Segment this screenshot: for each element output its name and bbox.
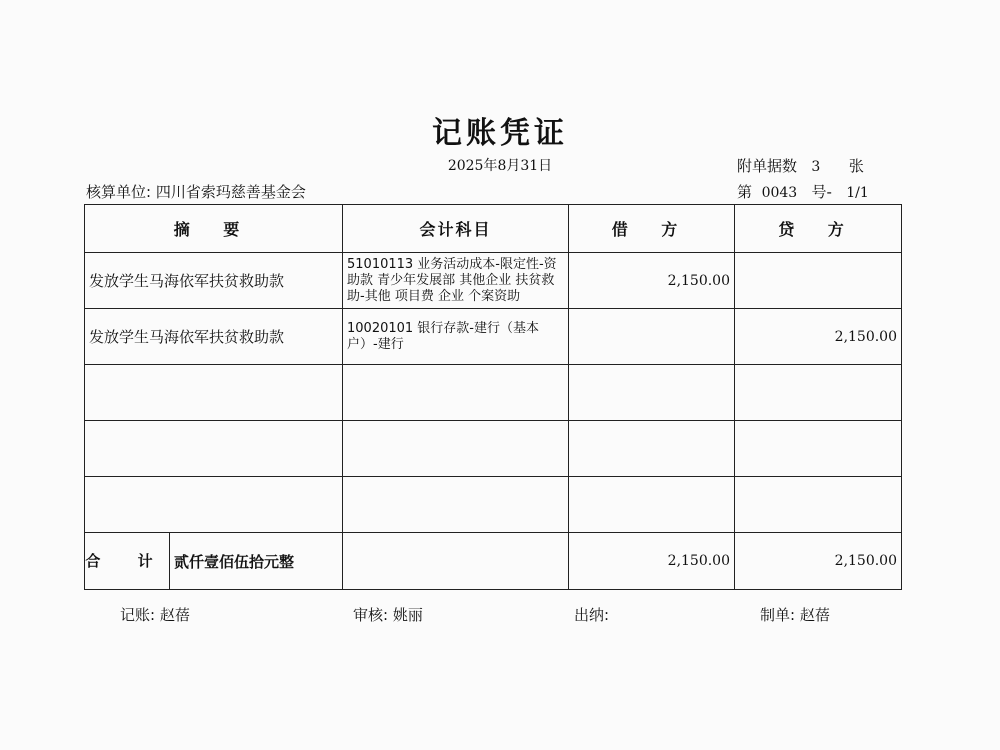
table-row: [85, 365, 902, 421]
row-subject: 10020101 银行存款-建行（基本户）-建行: [343, 309, 569, 365]
total-cell: [85, 533, 343, 590]
attachments-info: [737, 155, 864, 176]
page-indicator: 1/1: [846, 185, 869, 201]
number-suffix: 号-: [811, 183, 832, 201]
attachments-label: 附单据数: [737, 157, 798, 175]
preparer-field: [760, 604, 830, 625]
row-debit: [569, 365, 735, 421]
total-subject-empty: [343, 533, 569, 590]
voucher-date: 2025年8月31日: [447, 158, 553, 174]
row-summary: [85, 365, 343, 421]
row-subject: [343, 365, 569, 421]
header-row: [85, 205, 902, 253]
attachments-unit: 张: [848, 157, 864, 175]
row-summary: [85, 421, 343, 477]
table-row: [85, 477, 902, 533]
row-debit: 2,150.00: [569, 253, 735, 309]
header-summary: 摘 要: [85, 205, 343, 253]
total-debit: 2,150.00: [569, 533, 735, 590]
attachments-count: 3: [811, 159, 821, 175]
table-row: [85, 309, 902, 365]
row-credit: [735, 421, 902, 477]
row-debit: [569, 477, 735, 533]
row-credit: [735, 365, 902, 421]
bookkeeper-label: 记账:: [120, 606, 156, 624]
total-credit: 2,150.00: [735, 533, 902, 590]
voucher-title: 记账凭证: [432, 116, 568, 151]
table-row: [85, 253, 902, 309]
bookkeeper-name: 赵蓓: [159, 606, 190, 624]
row-summary: [85, 477, 343, 533]
table-row: [85, 421, 902, 477]
voucher-number: [737, 181, 869, 202]
total-row: [85, 533, 902, 590]
preparer-name: 赵蓓: [799, 606, 830, 624]
header-credit: 贷 方: [735, 205, 902, 253]
voucher-table: [84, 204, 902, 590]
header-debit: 借 方: [569, 205, 735, 253]
row-debit: [569, 309, 735, 365]
preparer-label: 制单:: [760, 606, 796, 624]
row-summary: 发放学生马海依军扶贫救助款: [85, 309, 343, 365]
row-subject: [343, 477, 569, 533]
reviewer-field: [353, 604, 423, 625]
row-subject: 51010113 业务活动成本-限定性-资助款 青少年发展部 其他企业 扶贫救助-其他 项目费 企业 个案资助: [343, 253, 569, 309]
total-label: 合 计: [85, 533, 170, 589]
row-credit: 2,150.00: [735, 309, 902, 365]
header-subject: 会计科目: [343, 205, 569, 253]
reviewer-label: 审核:: [353, 606, 389, 624]
reviewer-name: 姚丽: [392, 606, 423, 624]
row-credit: [735, 253, 902, 309]
total-amount-words: 贰仟壹佰伍拾元整: [174, 552, 295, 571]
cashier-field: [574, 604, 609, 625]
unit-label: 核算单位:: [86, 183, 152, 201]
cashier-label: 出纳:: [574, 606, 610, 624]
bookkeeper-field: [120, 604, 190, 625]
row-summary: 发放学生马海依军扶贫救助款: [85, 253, 343, 309]
number-prefix: 第: [737, 183, 753, 201]
row-subject: [343, 421, 569, 477]
number-value: 0043: [761, 185, 798, 201]
row-credit: [735, 477, 902, 533]
unit-name: 四川省索玛慈善基金会: [155, 183, 306, 201]
row-debit: [569, 421, 735, 477]
accounting-unit: [86, 181, 306, 202]
